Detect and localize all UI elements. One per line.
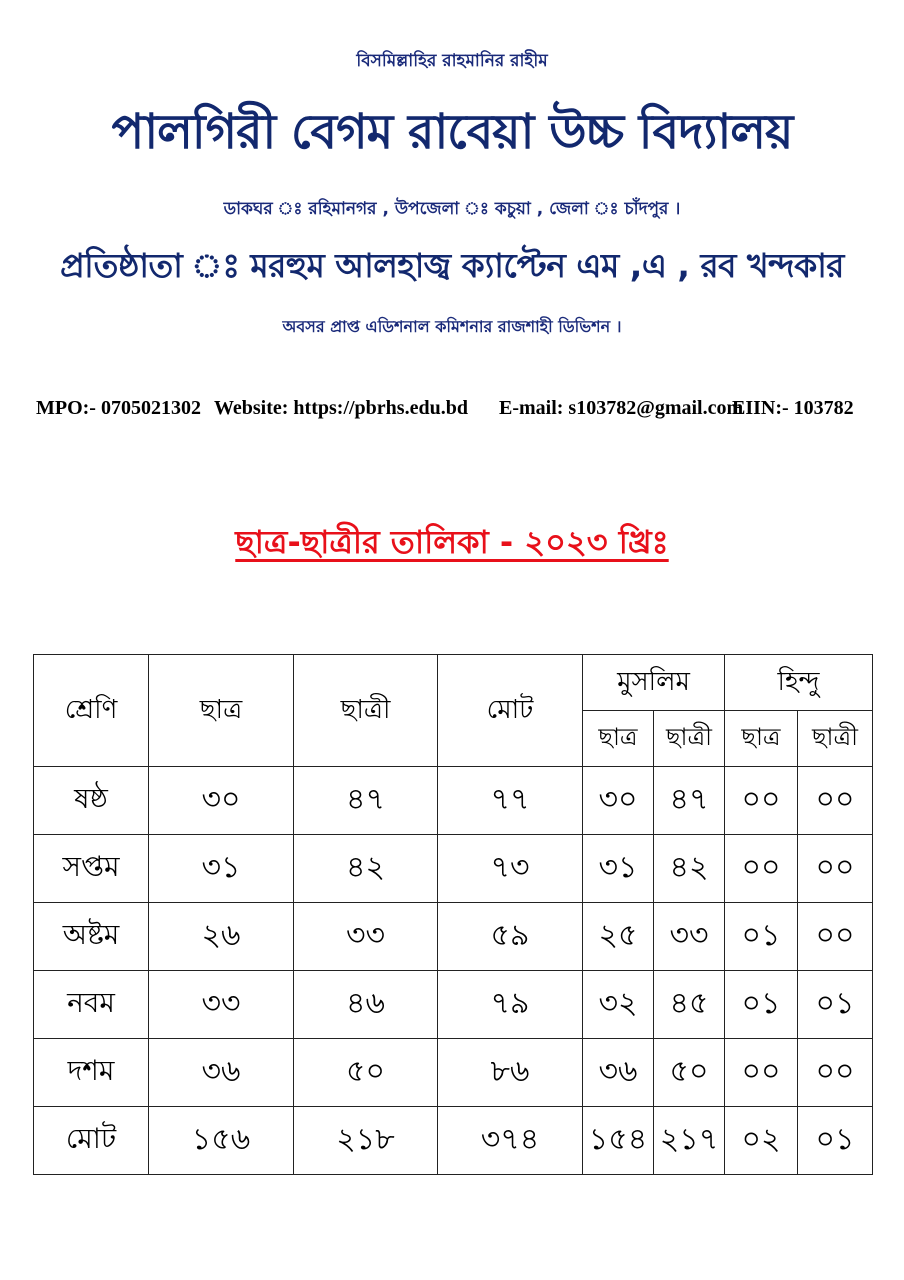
header-total: মোট: [438, 655, 583, 767]
table-row: [34, 767, 873, 835]
cell-class: ষষ্ঠ: [34, 767, 149, 835]
header-class: শ্রেণি: [34, 655, 149, 767]
header-muslim-boys: ছাত্র: [583, 711, 654, 767]
cell-boys: ১৫৬: [149, 1107, 294, 1175]
cell-hindu-boys: ০০: [725, 1039, 798, 1107]
cell-muslim-girls: ৪৭: [654, 767, 725, 835]
cell-muslim-girls: ২১৭: [654, 1107, 725, 1175]
cell-boys: ৩০: [149, 767, 294, 835]
table-row: [34, 903, 873, 971]
cell-total: ৭৭: [438, 767, 583, 835]
table-total-row: [34, 1107, 873, 1175]
cell-hindu-girls: ০১: [798, 971, 873, 1039]
cell-girls: ৪৭: [294, 767, 438, 835]
cell-muslim-boys: ২৫: [583, 903, 654, 971]
header-muslim: মুসলিম: [583, 655, 725, 711]
cell-muslim-boys: ১৫৪: [583, 1107, 654, 1175]
cell-girls: ৫০: [294, 1039, 438, 1107]
cell-hindu-girls: ০০: [798, 903, 873, 971]
cell-total: ৭৯: [438, 971, 583, 1039]
cell-total: ৮৬: [438, 1039, 583, 1107]
cell-class: নবম: [34, 971, 149, 1039]
cell-class: মোট: [34, 1107, 149, 1175]
cell-girls: ৪২: [294, 835, 438, 903]
header-hindu-boys: ছাত্র: [725, 711, 798, 767]
header-hindu: হিন্দু: [725, 655, 873, 711]
cell-muslim-boys: ৩১: [583, 835, 654, 903]
cell-hindu-boys: ০০: [725, 835, 798, 903]
cell-boys: ৩১: [149, 835, 294, 903]
cell-hindu-girls: ০০: [798, 1039, 873, 1107]
cell-hindu-girls: ০১: [798, 1107, 873, 1175]
table-header-row: [34, 655, 873, 711]
cell-hindu-boys: ০২: [725, 1107, 798, 1175]
list-title-text: ছাত্র-ছাত্রীর তালিকা - ২০২৩ খ্রিঃ: [235, 523, 669, 561]
cell-muslim-boys: ৩২: [583, 971, 654, 1039]
header-boys: ছাত্র: [149, 655, 294, 767]
bismillah-text: বিসমিল্লাহির রাহমানির রাহীম: [356, 51, 548, 71]
cell-muslim-girls: ৩৩: [654, 903, 725, 971]
list-title: [0, 517, 904, 571]
cell-muslim-boys: ৩০: [583, 767, 654, 835]
cell-hindu-girls: ০০: [798, 767, 873, 835]
cell-total: ৩৭৪: [438, 1107, 583, 1175]
founder-line: প্রতিষ্ঠাতা ঃ মরহুম আলহাজ্ব ক্যাপ্টেন এম ,এ , রব খন্দকার: [60, 246, 844, 285]
cell-girls: ৪৬: [294, 971, 438, 1039]
header-hindu-girls: ছাত্রী: [798, 711, 873, 767]
cell-class: অষ্টম: [34, 903, 149, 971]
cell-muslim-girls: ৪২: [654, 835, 725, 903]
school-name: পালগিরী বেগম রাবেয়া উচ্চ বিদ্যালয়: [111, 104, 793, 160]
founder-description: অবসর প্রাপ্ত এডিশনাল কমিশনার রাজশাহী ডিভিশন ।: [282, 317, 622, 336]
eiin-number: EIIN:- 103782: [732, 397, 854, 419]
cell-girls: ৩৩: [294, 903, 438, 971]
header-girls: ছাত্রী: [294, 655, 438, 767]
cell-hindu-girls: ০০: [798, 835, 873, 903]
email-text: E-mail: s103782@gmail.com: [499, 397, 744, 419]
cell-total: ৭৩: [438, 835, 583, 903]
cell-muslim-girls: ৫০: [654, 1039, 725, 1107]
mpo-number: MPO:- 0705021302: [36, 397, 201, 419]
cell-hindu-boys: ০১: [725, 903, 798, 971]
school-address: ডাকঘর ঃ রহিমানগর , উপজেলা ঃ কচুয়া , জেলা ঃ চাঁদপুর ।: [223, 199, 681, 219]
cell-hindu-boys: ০০: [725, 767, 798, 835]
cell-muslim-boys: ৩৬: [583, 1039, 654, 1107]
website-text: Website: https://pbrhs.edu.bd: [214, 397, 468, 419]
cell-boys: ৩৩: [149, 971, 294, 1039]
cell-class: সপ্তম: [34, 835, 149, 903]
cell-hindu-boys: ০১: [725, 971, 798, 1039]
cell-total: ৫৯: [438, 903, 583, 971]
cell-girls: ২১৮: [294, 1107, 438, 1175]
table-row: [34, 971, 873, 1039]
cell-boys: ২৬: [149, 903, 294, 971]
cell-boys: ৩৬: [149, 1039, 294, 1107]
cell-muslim-girls: ৪৫: [654, 971, 725, 1039]
table-row: [34, 1039, 873, 1107]
table-row: [34, 835, 873, 903]
header-muslim-girls: ছাত্রী: [654, 711, 725, 767]
student-table: [33, 654, 873, 1175]
cell-class: দশম: [34, 1039, 149, 1107]
